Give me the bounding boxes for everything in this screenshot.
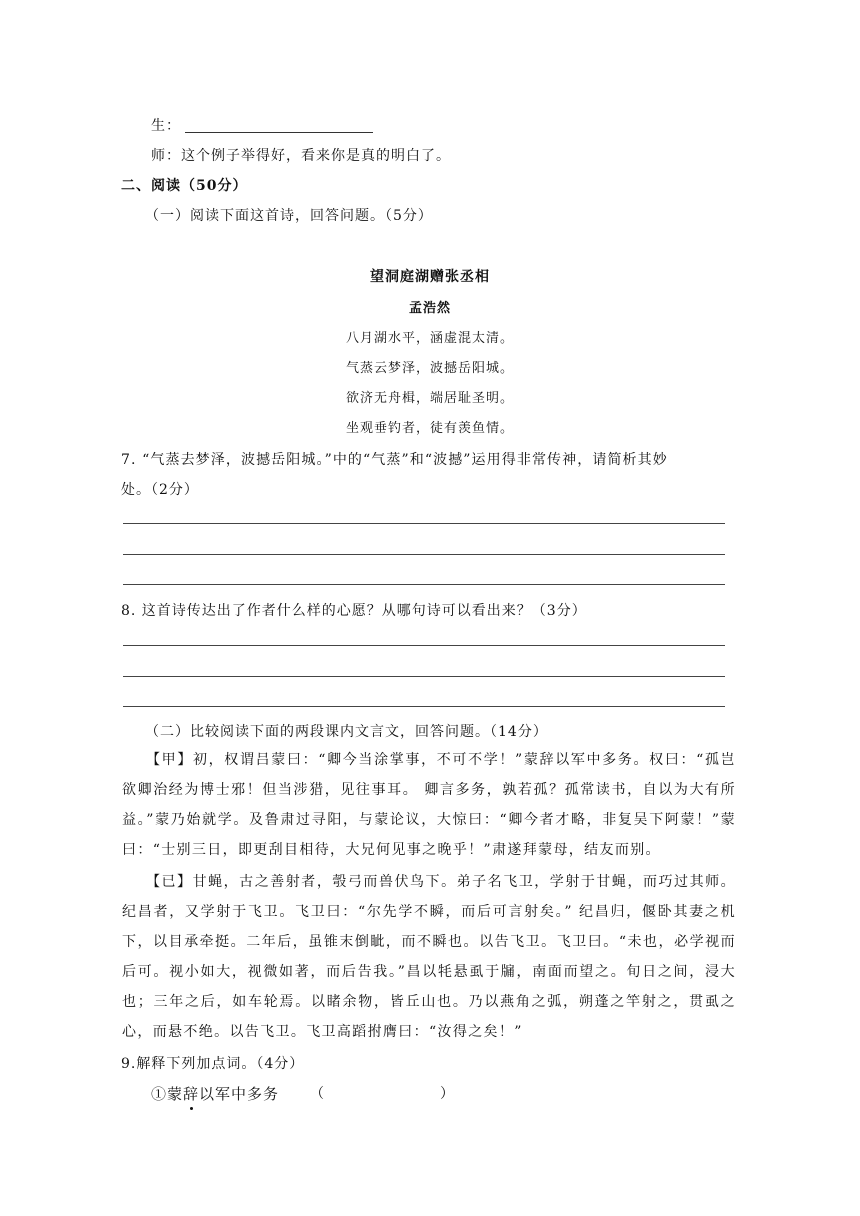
teacher-line: 师：这个例子举得好，看来你是真的明白了。 [151, 148, 451, 164]
student-label: 生： [151, 118, 181, 134]
poem-author: 孟浩然 [408, 301, 451, 316]
part-one-intro: （一）阅读下面这首诗，回答问题。（5分） [145, 208, 433, 224]
answer-line[interactable] [123, 676, 725, 677]
item-1-prefix: ①蒙 [151, 1085, 184, 1103]
answer-paren-open: （ [310, 1086, 324, 1102]
question-9-heading: 9.解释下列加点词。（4分） [121, 1056, 305, 1072]
section-two-heading: 二、阅读（50分） [121, 178, 248, 194]
student-answer-line [151, 115, 373, 135]
answer-line[interactable] [123, 523, 725, 524]
dotted-word: 辞 [183, 1085, 200, 1103]
poem-line: 坐观垂钓者，徒有羡鱼情。 [345, 421, 514, 436]
question-9-item-1 [151, 1083, 279, 1104]
question-8-text: 8. 这首诗传达出了作者什么样的心愿？从哪句诗可以看出来？（3分） [121, 603, 587, 619]
passage-yi: 【已】甘蝇，古之善射者，彀弓而兽伏鸟下。弟子名飞卫，学射于甘蝇，而巧过其师。纪昌者，又学射于飞卫。飞卫曰：“尔先学不瞬，而后可言射矣。” 纪昌归，偃卧其妻之机下，以目承牵挺。二年后，虽锥末倒眦，而不瞬也。以告飞卫。飞卫曰。“未也，必学视而后可。视小如大，视微如著，而后告我。”昌以牦悬虱于牖，南面而望之。旬日之间，浸大也；三年之后，如车轮焉。以睹余物，皆丘山也。乃以燕角之弧，朔蓬之竿射之，贯虱之心，而悬不绝。以告飞卫。飞卫高蹈拊膺曰：“汝得之矣！” [122, 874, 736, 1040]
answer-paren-close: ） [440, 1086, 454, 1102]
answer-blank[interactable] [380, 1083, 440, 1101]
answer-line[interactable] [123, 645, 725, 646]
poem-line: 欲济无舟楫，端居耻圣明。 [345, 391, 514, 406]
answer-line[interactable] [123, 554, 725, 555]
student-answer-blank[interactable] [185, 132, 373, 133]
part-two-intro: （二）比较阅读下面的两段课内文言文，回答问题。（14分） [145, 724, 548, 740]
poem-title: 望洞庭湖赠张丞相 [370, 269, 490, 285]
question-7-text: 7. “气蒸去梦泽，波撼岳阳城。”中的“气蒸”和“波撼”运用得非常传神，请简析其妙 [121, 452, 668, 468]
question-7-text-cont: 处。（2分） [121, 482, 199, 498]
passage-jia: 【甲】初，权谓吕蒙曰：“卿今当涂掌事，不可不学！”蒙辞以军中多务。权曰：“孤岂欲卿治经为博士邪！但当涉猎，见往事耳。 卿言多务，孰若孤？孤常读书，自以为大有所益。”蒙乃始就学。及鲁肃过寻阳，与蒙论议，大惊曰：“卿今者才略，非复吴下阿蒙！”蒙曰：“士别三日，即更刮目相待，大兄何见事之晚乎！”肃遂拜蒙母，结友而别。 [122, 752, 736, 858]
item-1-suffix: 以军中多务 [199, 1085, 280, 1103]
answer-line[interactable] [123, 706, 725, 707]
answer-line[interactable] [123, 584, 725, 585]
poem-line: 气蒸云梦泽，波撼岳阳城。 [345, 361, 514, 376]
poem-line: 八月湖水平，涵虚混太清。 [345, 331, 514, 346]
